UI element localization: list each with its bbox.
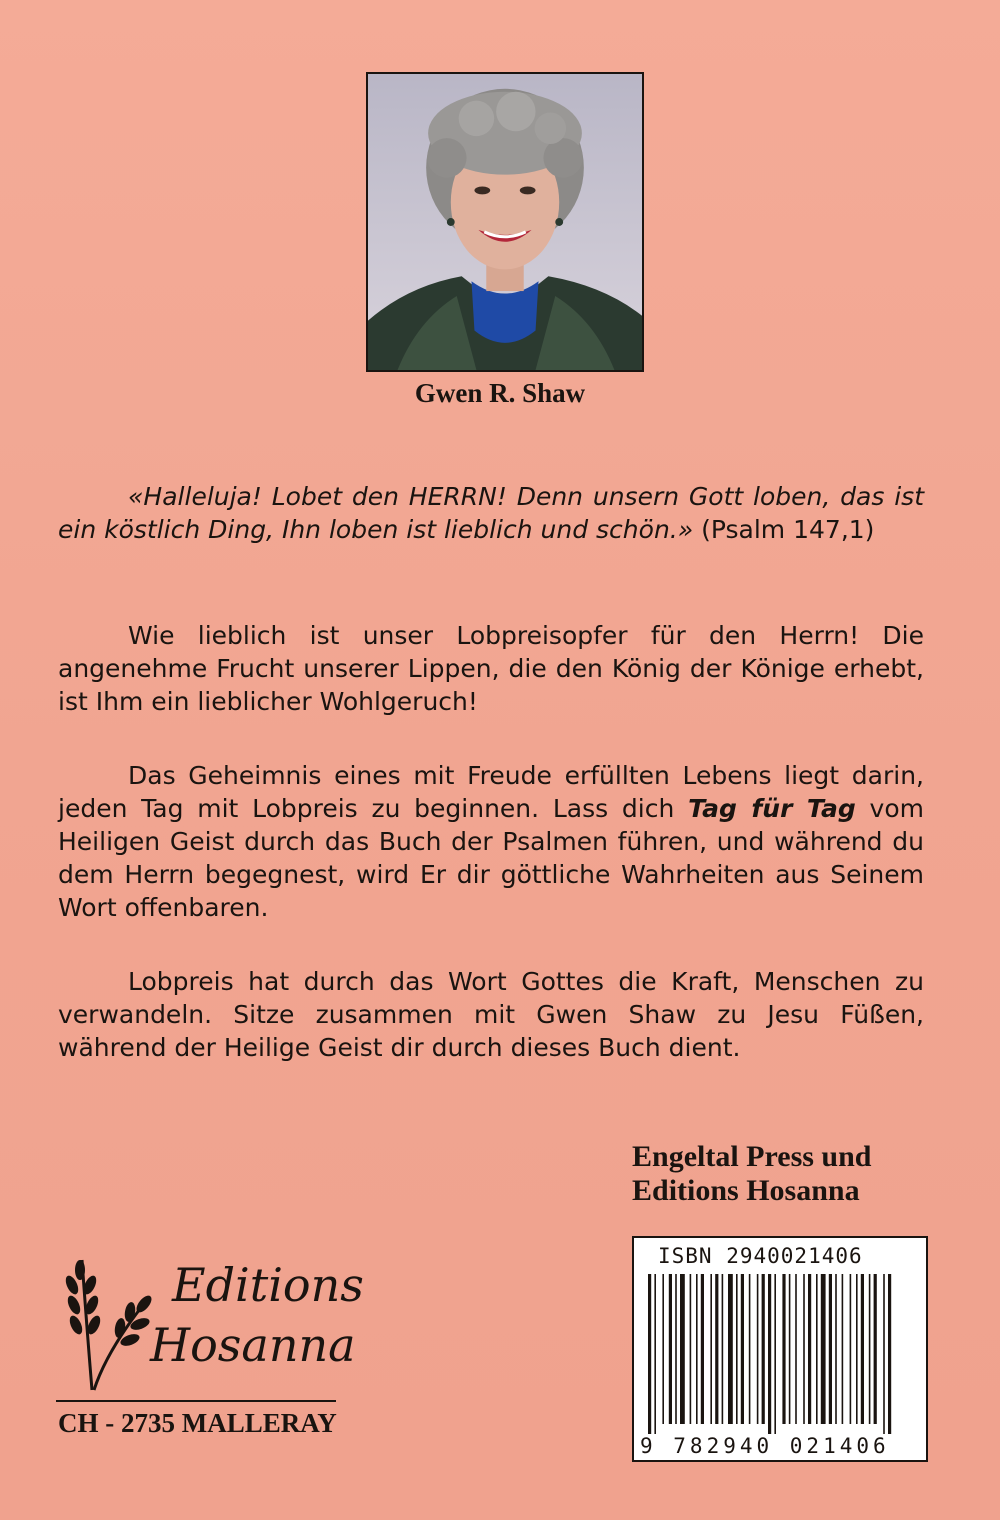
- barcode-bar: [856, 1274, 858, 1424]
- barcode-bar: [710, 1274, 712, 1424]
- publisher-credit: [632, 1140, 872, 1208]
- description-paragraph-1: [58, 619, 924, 718]
- barcode-bar: [768, 1274, 771, 1434]
- barcode-bar: [762, 1274, 765, 1424]
- barcode-bar: [648, 1274, 651, 1434]
- barcode-bar: [835, 1274, 837, 1424]
- scripture-quote: «Halleluja! Lobet den HERRN! Denn unsern Gott loben, das ist ein köstlich Ding, Ihn loben ist lieblich und schön.»: [58, 482, 924, 544]
- logo-text-hosanna: Hosanna: [150, 1318, 356, 1372]
- isbn-label: ISBN 2940021406: [658, 1244, 863, 1268]
- barcode-bar: [669, 1274, 672, 1424]
- barcode-bar: [888, 1274, 891, 1434]
- barcode-bar: [842, 1274, 844, 1424]
- barcode-bar: [722, 1274, 724, 1424]
- scripture-quote-paragraph: [58, 480, 924, 546]
- author-photo: [366, 72, 644, 372]
- barcode-bar: [869, 1274, 871, 1424]
- paragraph-text: Das Geheimnis eines mit Freude erfüllten Lebens liegt darin, jeden Tag mit Lobpreis zu beginnen. Lass dich: [58, 761, 924, 823]
- barcode-bar: [675, 1274, 677, 1424]
- description-paragraph-3: [58, 965, 924, 1064]
- barcode-bar: [654, 1274, 656, 1434]
- barcode-bars: [646, 1274, 916, 1434]
- ean-digits: 9 782940 021406: [640, 1434, 890, 1458]
- publisher-address: CH - 2735 MALLERAY: [58, 1408, 337, 1438]
- barcode-bar: [829, 1274, 832, 1424]
- publisher-line-2: Editions Hosanna: [632, 1174, 860, 1207]
- barcode-bar: [680, 1274, 685, 1424]
- scripture-reference: (Psalm 147,1): [693, 515, 875, 544]
- description-paragraph-2: [58, 759, 924, 924]
- barcode-bar: [690, 1274, 692, 1424]
- barcode-bar: [803, 1274, 805, 1424]
- barcode-bar: [782, 1274, 785, 1424]
- barcode-bar: [757, 1274, 759, 1424]
- author-name: Gwen R. Shaw: [414, 378, 586, 408]
- barcode-bar: [774, 1274, 776, 1434]
- logo-divider: [56, 1400, 336, 1402]
- barcode-bar: [696, 1274, 698, 1424]
- barcode-bar: [795, 1274, 797, 1424]
- barcode-bar: [816, 1274, 818, 1424]
- paragraph-text: Wie lieblich ist unser Lobpreisopfer für den Herrn! Die angenehme Frucht unserer Lippen, die den König der Könige erhebt, ist Ihm ein lieblicher Wohlgeruch!: [58, 621, 924, 716]
- barcode-bar: [808, 1274, 811, 1424]
- logo-text-editions: Editions: [172, 1258, 364, 1312]
- barcode-bar: [861, 1274, 864, 1424]
- barcode-bar: [728, 1274, 733, 1424]
- barcode-bar: [874, 1274, 877, 1424]
- barcode-bar: [741, 1274, 744, 1424]
- paragraph-text: vom Heiligen Geist durch das Buch der Psalmen führen, und während du dem Herrn begegnest, wird Er dir göttliche Wahrheiten aus Seinem Wort offenbaren.: [58, 794, 924, 922]
- barcode-bar: [850, 1274, 852, 1424]
- barcode-bar: [821, 1274, 826, 1424]
- barcode-box: [632, 1236, 928, 1462]
- barcode-bar: [749, 1274, 751, 1424]
- barcode-bar: [662, 1274, 664, 1424]
- book-title-emphasis: Tag für Tag: [688, 794, 856, 823]
- paragraph-text: Lobpreis hat durch das Wort Gottes die Kraft, Menschen zu verwandeln. Sitze zusammen mit Gwen Shaw zu Jesu Füßen, während der Heilige Geist dir durch dieses Buch dient.: [58, 967, 924, 1062]
- barcode-bar: [789, 1274, 791, 1424]
- barcode-bar: [883, 1274, 885, 1434]
- publisher-line-1: Engeltal Press und: [632, 1140, 872, 1173]
- barcode-bar: [736, 1274, 738, 1424]
- barcode-bar: [715, 1274, 718, 1424]
- barcode-bar: [701, 1274, 704, 1424]
